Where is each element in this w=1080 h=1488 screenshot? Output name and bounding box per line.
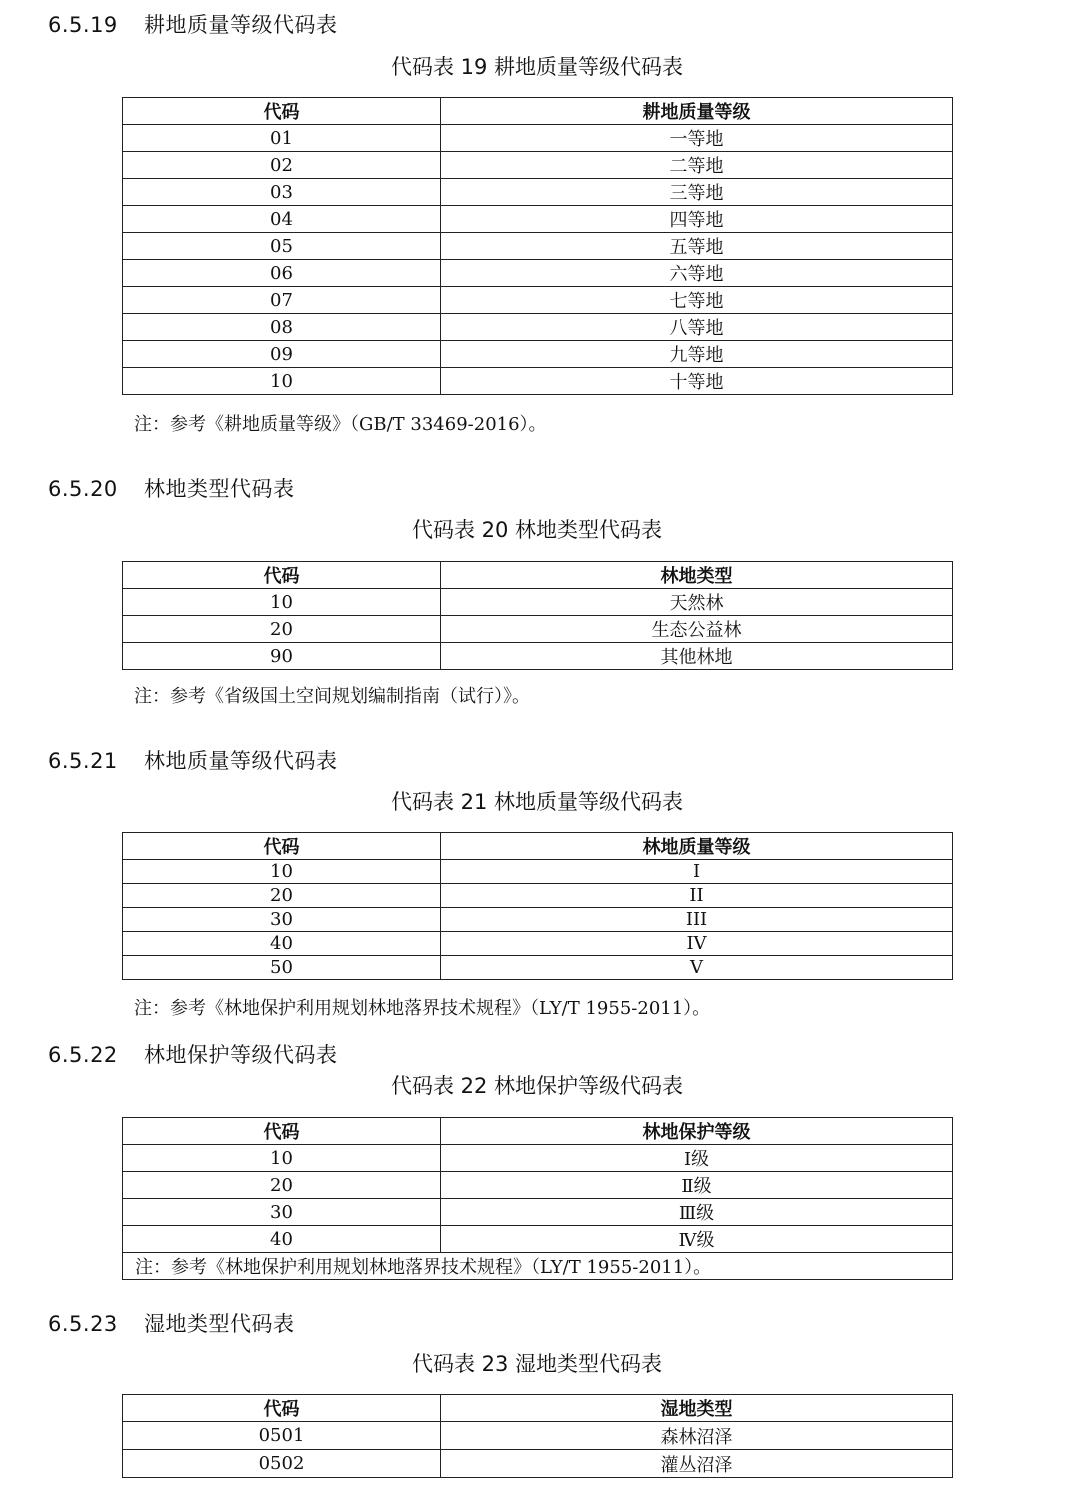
table-row (123, 152, 953, 179)
table-row (123, 1226, 953, 1253)
table-note: 注：参考《省级国土空间规划编制指南（试行）》。 (134, 686, 530, 707)
code-cell: 10 (123, 368, 441, 395)
code-cell: 0501 (123, 1422, 441, 1450)
section-number: 6.5.23 (48, 1312, 118, 1336)
value-cell: 十等地 (441, 368, 953, 395)
table-row (123, 589, 953, 616)
table-row (123, 179, 953, 206)
table-row (123, 956, 953, 980)
code-cell: 05 (123, 233, 441, 260)
table-note: 注：参考《林地保护利用规划林地落界技术规程》（LY/T 1955-2011）。 (123, 1253, 953, 1280)
section-title: 林地质量等级代码表 (144, 749, 338, 773)
table-row (123, 341, 953, 368)
section-title: 耕地质量等级代码表 (144, 13, 338, 37)
value-cell: II (441, 884, 953, 908)
code-table-21 (122, 832, 953, 980)
table-row (123, 616, 953, 643)
value-cell: 其他林地 (441, 643, 953, 670)
code-cell: 02 (123, 152, 441, 179)
code-cell: 06 (123, 260, 441, 287)
table-row (123, 206, 953, 233)
header-code: 代码 (123, 833, 441, 860)
table-header-row (123, 1395, 953, 1422)
code-cell: 07 (123, 287, 441, 314)
code-cell: 20 (123, 884, 441, 908)
section-title: 林地类型代码表 (144, 477, 295, 501)
header-name: 林地类型 (441, 562, 953, 589)
section-number: 6.5.22 (48, 1043, 118, 1067)
code-cell: 01 (123, 125, 441, 152)
value-cell: 三等地 (441, 179, 953, 206)
table-row (123, 368, 953, 395)
code-cell: 90 (123, 643, 441, 670)
table-row (123, 1145, 953, 1172)
value-cell: 七等地 (441, 287, 953, 314)
code-table-19 (122, 97, 953, 395)
value-cell: Ⅲ级 (441, 1199, 953, 1226)
code-table-22 (122, 1117, 953, 1280)
table-caption: 代码表 23 湿地类型代码表 (411, 1352, 663, 1376)
table-row (123, 860, 953, 884)
value-cell: 二等地 (441, 152, 953, 179)
section-title: 林地保护等级代码表 (144, 1043, 338, 1067)
value-cell: 森林沼泽 (441, 1422, 953, 1450)
table-row (123, 125, 953, 152)
table-row (123, 1422, 953, 1450)
value-cell: IV (441, 932, 953, 956)
code-cell: 10 (123, 1145, 441, 1172)
value-cell: 四等地 (441, 206, 953, 233)
code-cell: 08 (123, 314, 441, 341)
section-heading-6-5-19 (48, 11, 338, 39)
code-cell: 0502 (123, 1450, 441, 1478)
table-header-row (123, 1118, 953, 1145)
header-name: 耕地质量等级 (441, 98, 953, 125)
code-cell: 04 (123, 206, 441, 233)
table-row (123, 908, 953, 932)
table-row (123, 932, 953, 956)
code-cell: 20 (123, 1172, 441, 1199)
section-number: 6.5.21 (48, 749, 118, 773)
code-cell: 20 (123, 616, 441, 643)
table-note: 注：参考《林地保护利用规划林地落界技术规程》（LY/T 1955-2011）。 (134, 998, 711, 1019)
code-cell: 40 (123, 1226, 441, 1253)
table-row (123, 314, 953, 341)
value-cell: I (441, 860, 953, 884)
value-cell: V (441, 956, 953, 980)
value-cell: III (441, 908, 953, 932)
section-heading-6-5-20 (48, 475, 295, 503)
code-cell: 09 (123, 341, 441, 368)
code-table-20 (122, 561, 953, 670)
table-header-row (123, 833, 953, 860)
section-heading-6-5-22 (48, 1041, 338, 1069)
value-cell: 九等地 (441, 341, 953, 368)
table-row (123, 1172, 953, 1199)
table-header-row (123, 562, 953, 589)
table-caption: 代码表 20 林地类型代码表 (411, 518, 663, 542)
value-cell: 六等地 (441, 260, 953, 287)
table-header-row (123, 98, 953, 125)
value-cell: 天然林 (441, 589, 953, 616)
code-table-23 (122, 1394, 953, 1478)
header-name: 湿地类型 (441, 1395, 953, 1422)
code-cell: 40 (123, 932, 441, 956)
table-note-row (123, 1253, 953, 1280)
section-number: 6.5.20 (48, 477, 118, 501)
header-code: 代码 (123, 98, 441, 125)
header-code: 代码 (123, 1118, 441, 1145)
value-cell: Ⅱ级 (441, 1172, 953, 1199)
value-cell: 五等地 (441, 233, 953, 260)
table-row (123, 1199, 953, 1226)
code-cell: 10 (123, 589, 441, 616)
table-caption: 代码表 21 林地质量等级代码表 (390, 790, 684, 814)
value-cell: Ⅰ级 (441, 1145, 953, 1172)
table-row (123, 287, 953, 314)
value-cell: 生态公益林 (441, 616, 953, 643)
section-number: 6.5.19 (48, 13, 118, 37)
table-row (123, 260, 953, 287)
code-cell: 03 (123, 179, 441, 206)
code-cell: 30 (123, 908, 441, 932)
value-cell: 八等地 (441, 314, 953, 341)
section-heading-6-5-21 (48, 747, 338, 775)
table-row (123, 233, 953, 260)
header-code: 代码 (123, 1395, 441, 1422)
table-caption: 代码表 19 耕地质量等级代码表 (390, 55, 684, 79)
value-cell: 一等地 (441, 125, 953, 152)
section-title: 湿地类型代码表 (144, 1312, 295, 1336)
value-cell: Ⅳ级 (441, 1226, 953, 1253)
code-cell: 30 (123, 1199, 441, 1226)
header-code: 代码 (123, 562, 441, 589)
header-name: 林地保护等级 (441, 1118, 953, 1145)
table-row (123, 884, 953, 908)
table-note: 注：参考《耕地质量等级》（GB/T 33469-2016）。 (134, 414, 547, 435)
value-cell: 灌丛沼泽 (441, 1450, 953, 1478)
table-row (123, 643, 953, 670)
header-name: 林地质量等级 (441, 833, 953, 860)
code-cell: 50 (123, 956, 441, 980)
table-caption: 代码表 22 林地保护等级代码表 (390, 1074, 684, 1098)
table-row (123, 1450, 953, 1478)
section-heading-6-5-23 (48, 1310, 295, 1338)
code-cell: 10 (123, 860, 441, 884)
